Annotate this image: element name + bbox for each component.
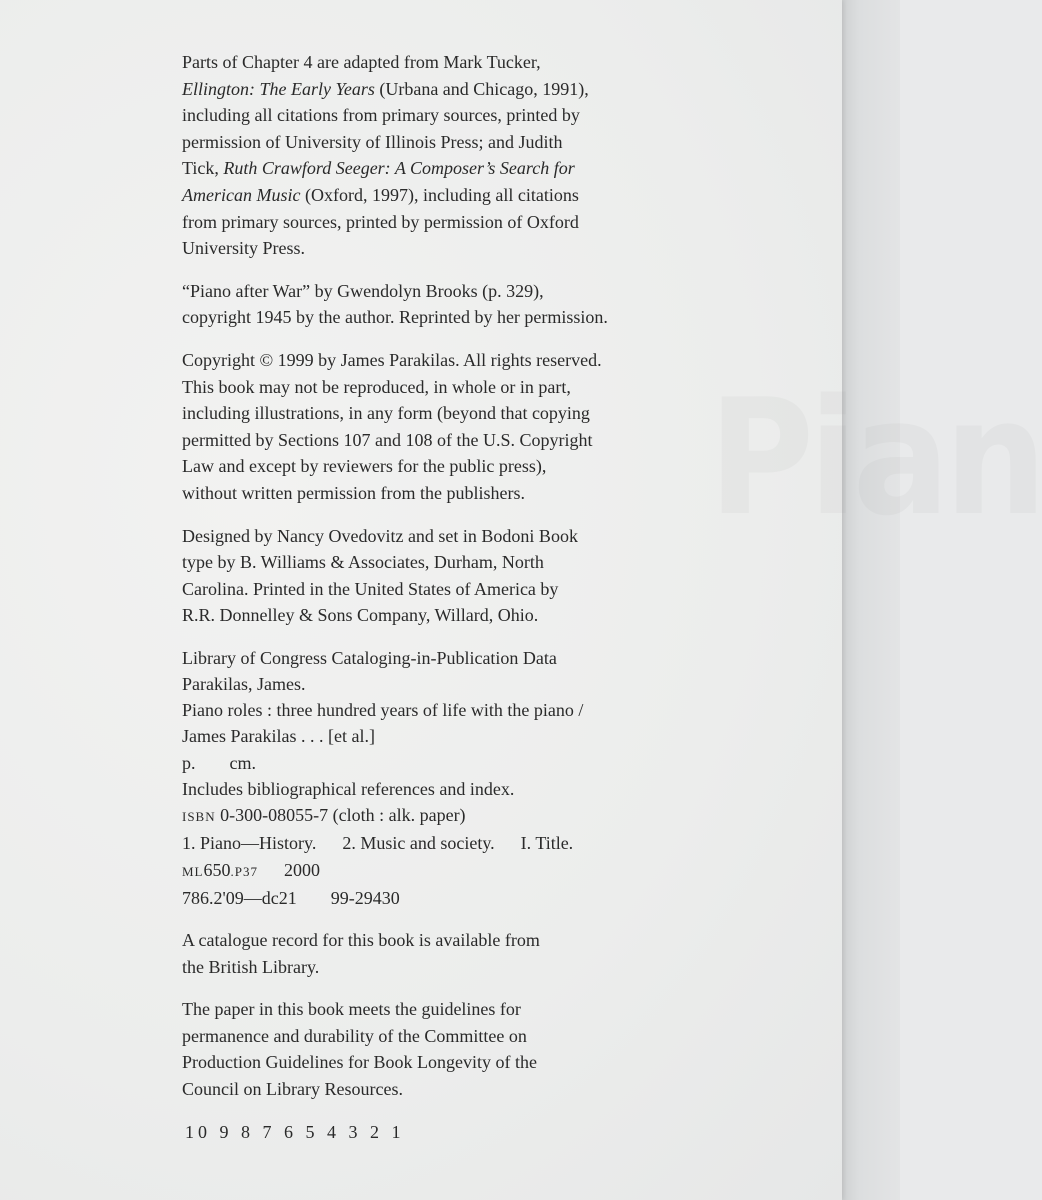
printing-number-line: 10 9 8 7 6 5 4 3 2 1 [185,1122,405,1142]
copyright-notice [182,347,652,507]
text-line: A catalogue record for this book is available from [182,929,540,950]
facing-page-edge [842,0,900,1200]
dewey-number: 786.2'09—dc21 [182,887,297,908]
text-line: Parts of Chapter 4 are adapted from Mark Tucker, [182,52,541,72]
text-line: Copyright © 1999 by James Parakilas. All rights reserved. [182,349,602,370]
text-line: from primary sources, printed by permission of Oxford [182,211,579,232]
copyright-page-text [182,49,652,1118]
text-line: Council on Library Resources. [182,1078,403,1099]
cip-size: cm. [229,752,256,773]
text-line: This book may not be reproduced, in whole or in part, [182,376,571,397]
text-line: Carolina. Printed in the United States of America by [182,578,559,599]
cip-title: Piano roles : three hundred years of life with the piano / [182,700,584,721]
book-title: Ruth Crawford Seeger: A Composer’s Search for [223,158,575,179]
lc-suffix: .P37 [230,863,258,879]
book-title: American Music [182,184,301,205]
text-line: permission of University of Illinois Press; and Judith [182,131,563,152]
text-line: including all citations from primary sources, printed by [182,105,580,126]
text-line: the British Library. [182,956,320,977]
cip-subjects [182,830,652,856]
cip-isbn [182,802,652,830]
lc-number: 650 [203,859,231,880]
text-line [182,76,652,103]
cip-title-continued: James Parakilas . . . [et al.] [182,726,375,747]
text-fragment: (Urbana and Chicago, 1991), [374,78,589,99]
book-title: Ellington: The Early Years [182,78,375,99]
adaptation-credit [182,49,652,262]
subject-heading: 2. Music and society. [342,833,495,854]
paper-permanence-note [182,996,652,1102]
text-line: permitted by Sections 107 and 108 of the U.S. Copyright [182,429,593,450]
cip-notes: Includes bibliographical references and index. [182,778,515,799]
show-through-watermark: Pian [708,364,1042,551]
british-library-note [182,927,652,980]
cataloging-data [182,645,652,911]
text-line [182,182,652,209]
text-line: R.R. Donnelley & Sons Company, Willard, Ohio. [182,605,539,626]
text-line: copyright 1945 by the author. Reprinted by her permission. [182,307,608,328]
text-line: University Press. [182,238,305,259]
text-line: Designed by Nancy Ovedovitz and set in Bodoni Book [182,525,578,546]
text-line: “Piano after War” by Gwendolyn Brooks (p. 329), [182,280,544,301]
isbn-value: 0-300-08055-7 (cloth : alk. paper) [220,805,466,826]
lc-prefix: ML [182,863,204,879]
text-line: permanence and durability of the Committee on [182,1025,527,1046]
lccn: 99-29430 [330,887,400,908]
subject-heading: 1. Piano—History. [182,833,317,854]
text-line: type by B. Williams & Associates, Durham, North [182,552,544,573]
cip-heading: Library of Congress Cataloging-in-Publication Data [182,647,557,668]
cip-physical [182,750,652,776]
text-line: The paper in this book meets the guidelines for [182,999,521,1020]
cip-lc-call-number [182,857,652,885]
text-line: Production Guidelines for Book Longevity of the [182,1052,537,1073]
design-credit [182,523,652,629]
cip-pages: p. [182,752,196,773]
text-fragment: Tick, [182,158,219,179]
lc-year: 2000 [283,859,320,880]
subject-heading: I. Title. [520,833,574,854]
cip-author: Parakilas, James. [182,674,306,695]
text-line [182,155,652,182]
cip-dewey [182,885,652,911]
text-line: including illustrations, in any form (beyond that copying [182,403,590,424]
poem-credit [182,278,652,331]
isbn-label: ISBN [182,809,216,825]
text-line: without written permission from the publishers. [182,482,525,503]
text-fragment: (Oxford, 1997), including all citations [300,184,579,205]
text-line: Law and except by reviewers for the public press), [182,456,547,477]
